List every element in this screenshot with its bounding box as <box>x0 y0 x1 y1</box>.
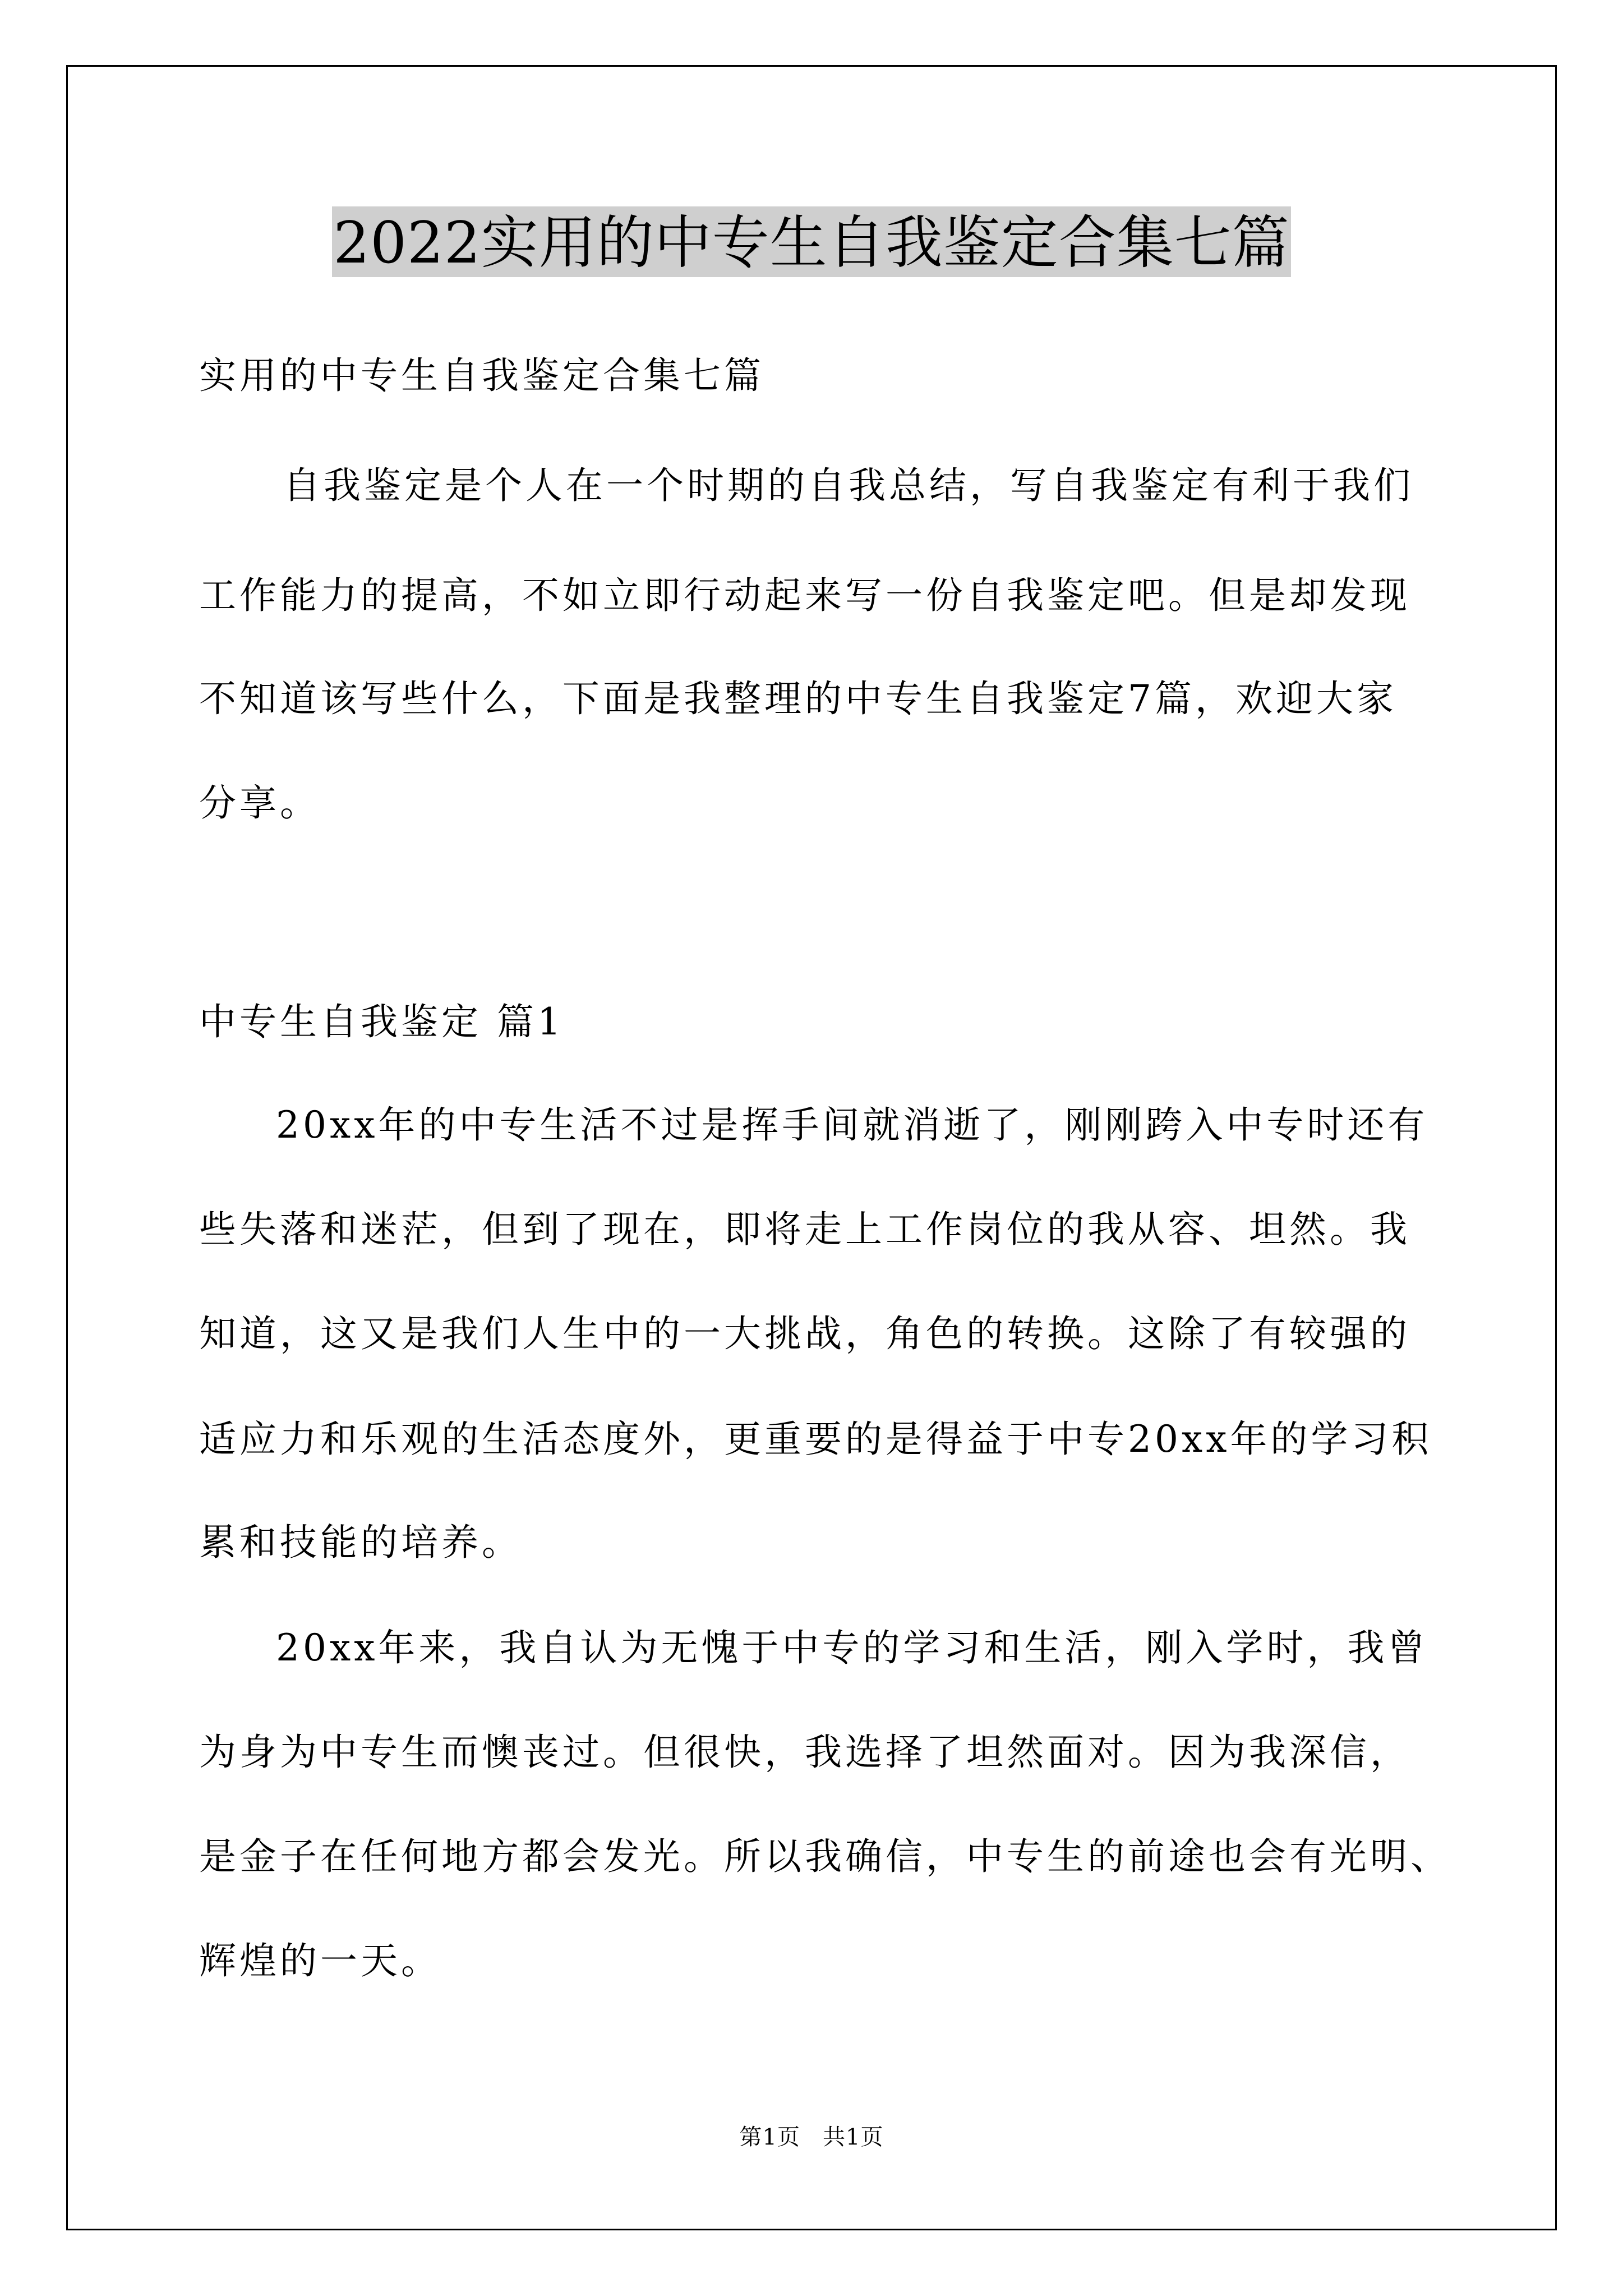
page-footer <box>0 2123 1623 2151</box>
paragraph2-line-2: 为身为中专生而懊丧过。但很快，我选择了坦然面对。因为我深信， <box>199 1731 1410 1774</box>
title-container <box>0 206 1623 277</box>
paragraph2-line-1: 20xx年来，我自认为无愧于中专的学习和生活，刚入学时，我曾 <box>276 1626 1428 1669</box>
paragraph2-line-3: 是金子在任何地方都会发光。所以我确信，中专生的前途也会有光明、 <box>199 1835 1451 1878</box>
paragraph1-line-1: 20xx年的中专生活不过是挥手间就消逝了，刚刚跨入中专时还有 <box>276 1103 1428 1147</box>
intro-line-2: 工作能力的提高，不如立即行动起来写一份自我鉴定吧。但是却发现 <box>199 574 1410 617</box>
intro-line-4: 分享。 <box>199 781 320 825</box>
paragraph1-line-2: 些失落和迷茫，但到了现在，即将走上工作岗位的我从容、坦然。我 <box>199 1208 1410 1251</box>
document-title: 2022实用的中专生自我鉴定合集七篇 <box>332 206 1291 277</box>
page-number: 第1页 <box>739 2124 800 2150</box>
paragraph1-line-3: 知道，这又是我们人生中的一大挑战，角色的转换。这除了有较强的 <box>199 1312 1410 1355</box>
intro-line-3: 不知道该写些什么，下面是我整理的中专生自我鉴定7篇，欢迎大家 <box>199 677 1397 720</box>
paragraph1-line-4: 适应力和乐观的生活态度外，更重要的是得益于中专20xx年的学习积 <box>199 1418 1432 1461</box>
document-subtitle: 实用的中专生自我鉴定合集七篇 <box>199 354 764 397</box>
paragraph1-line-5: 累和技能的培养。 <box>199 1521 522 1564</box>
page-total: 共1页 <box>823 2124 884 2150</box>
intro-line-1: 自我鉴定是个人在一个时期的自我总结，写自我鉴定有利于我们 <box>283 464 1414 507</box>
paragraph2-line-4: 辉煌的一天。 <box>199 1939 441 1982</box>
section-heading: 中专生自我鉴定 篇1 <box>199 1000 564 1043</box>
